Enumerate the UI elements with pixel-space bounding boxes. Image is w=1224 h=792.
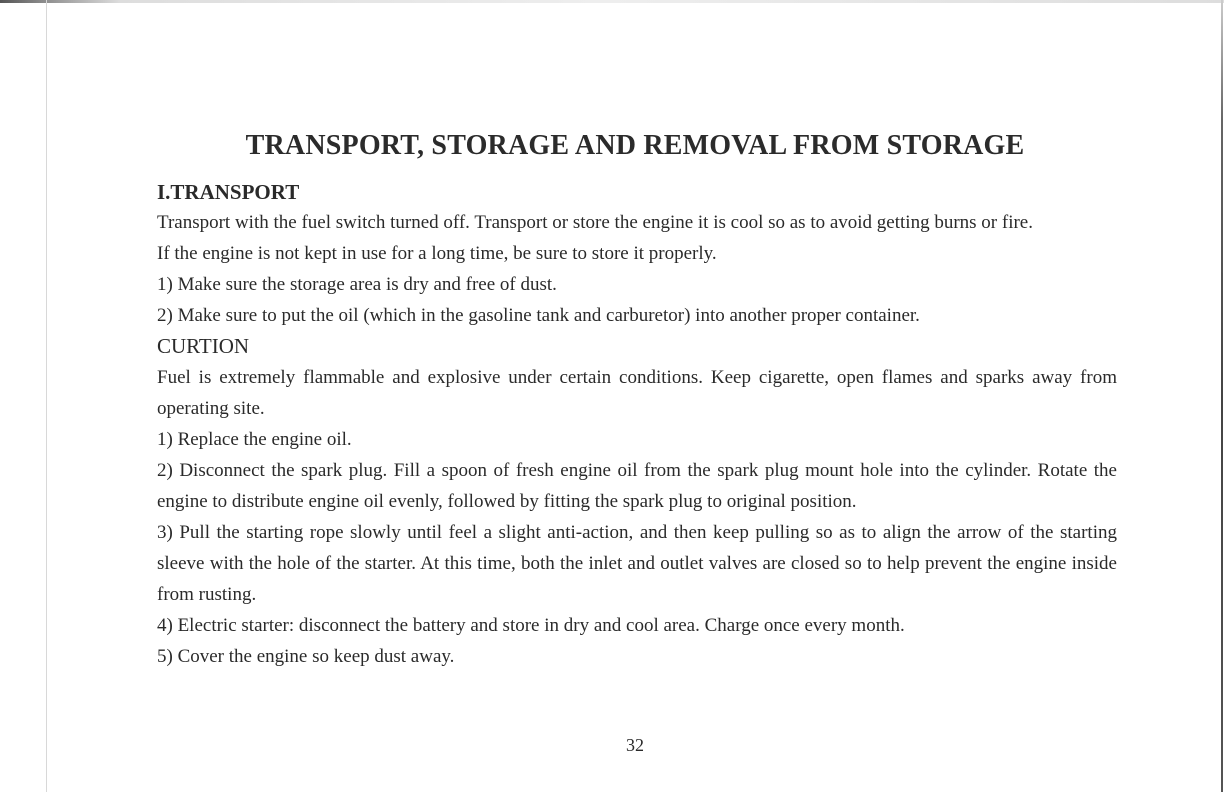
scan-edge-top (0, 0, 1224, 3)
document-body (157, 178, 1117, 672)
scan-edge-left (46, 0, 47, 792)
scan-edge-right (1221, 0, 1223, 792)
step-4: 4) Electric starter: disconnect the battery and store in dry and cool area. Charge once every month. (157, 615, 905, 636)
paragraph-storage-step-1: 1) Make sure the storage area is dry and free of dust. (157, 274, 557, 295)
paragraph-transport: Transport with the fuel switch turned off. Transport or store the engine it is cool so as to avoid getting burns or fire. (157, 212, 1033, 233)
step-1: 1) Replace the engine oil. (157, 429, 352, 450)
paragraph-storage-intro: If the engine is not kept in use for a long time, be sure to store it properly. (157, 243, 717, 264)
step-5: 5) Cover the engine so keep dust away. (157, 646, 455, 667)
page-title: TRANSPORT, STORAGE AND REMOVAL FROM STORAGE (245, 130, 1025, 161)
page-number: 32 (626, 735, 644, 755)
step-2: 2) Disconnect the spark plug. Fill a spoon of fresh engine oil from the spark plug mount hole into the cylinder. Rotate the engine to distribute engine oil evenly, followed by fitting the spark plug to original position. (157, 460, 1117, 512)
paragraph-storage-step-2: 2) Make sure to put the oil (which in the gasoline tank and carburetor) into another proper container. (157, 305, 920, 326)
caution-label: CURTION (157, 334, 250, 358)
caution-text: Fuel is extremely flammable and explosive under certain conditions. Keep cigarette, open flames and sparks away from operating site. (157, 367, 1117, 419)
step-3: 3) Pull the starting rope slowly until feel a slight anti-action, and then keep pulling so as to align the arrow of the starting sleeve with the hole of the starter. At this time, both the inlet and outlet valves are closed so to help prevent the engine inside from rusting. (157, 522, 1117, 605)
section-heading: I.TRANSPORT (157, 180, 300, 204)
